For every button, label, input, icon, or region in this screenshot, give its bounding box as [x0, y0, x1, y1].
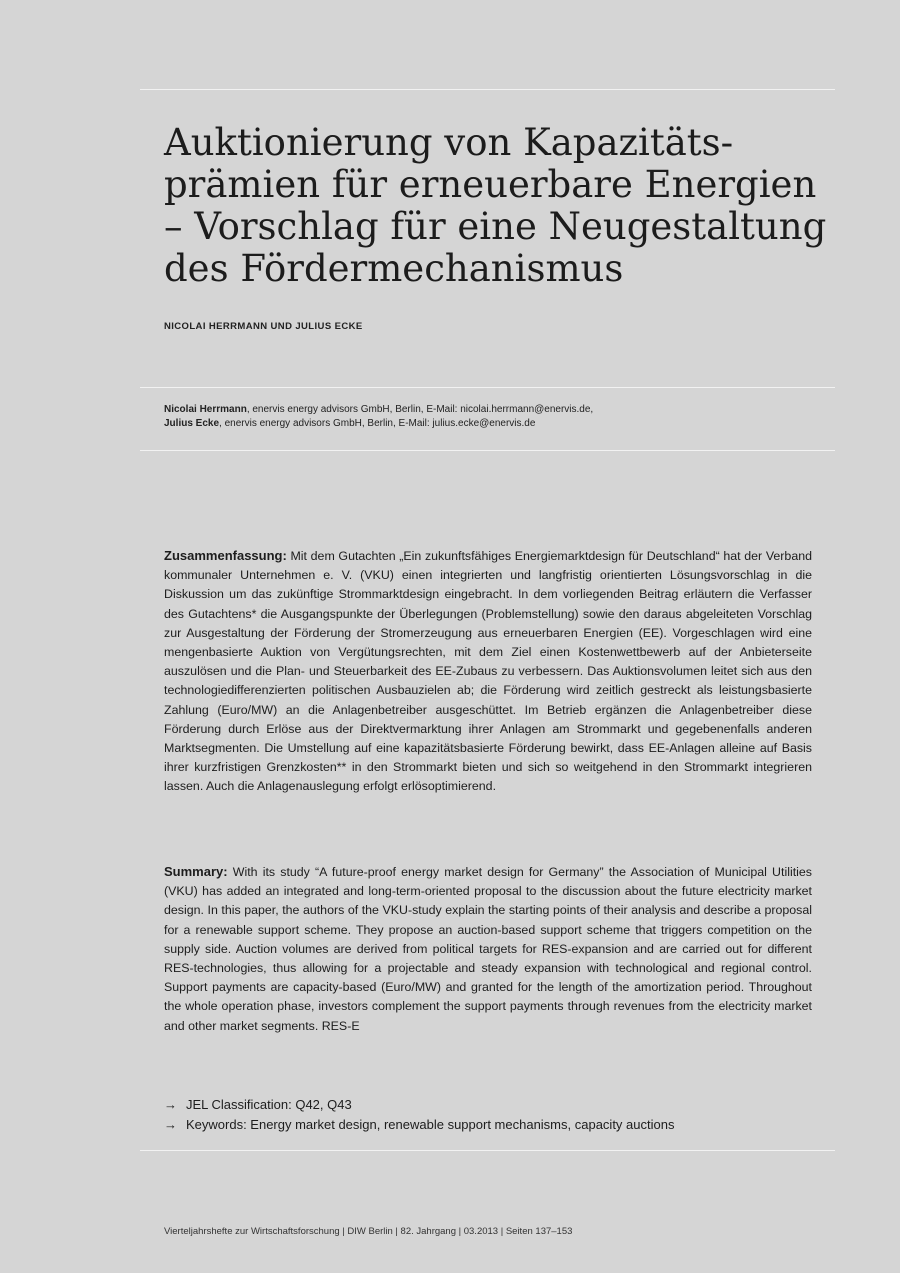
title-line: prämien für erneuerbare Energien	[164, 163, 817, 206]
article-title	[164, 122, 844, 290]
journal-footer: Vierteljahrshefte zur Wirtschaftsforschung | DIW Berlin | 82. Jahrgang | 03.2013 | Seiten 137–153	[164, 1226, 573, 1237]
keywords-line	[164, 1115, 674, 1135]
affiliation-top-rule	[140, 387, 835, 388]
keywords-bottom-rule	[140, 1150, 835, 1151]
title-line: Auktionierung von Kapazitäts-	[164, 121, 734, 164]
affiliation-line	[164, 403, 824, 417]
affiliation-bottom-rule	[140, 450, 835, 451]
summary-label: Summary:	[164, 864, 228, 879]
summary-paragraph	[164, 862, 812, 1036]
zusammenfassung-paragraph	[164, 546, 812, 797]
author-name: Julius Ecke	[164, 418, 220, 429]
arrow-right-icon: →	[164, 1116, 177, 1132]
title-line: des Fördermechanismus	[164, 247, 624, 290]
affiliations	[164, 403, 824, 431]
top-rule	[140, 89, 835, 90]
authors: NICOLAI HERRMANN UND JULIUS ECKE	[164, 321, 363, 332]
zusammenfassung-text: Mit dem Gutachten „Ein zukunftsfähiges Energiemarktdesign für Deutschland“ hat der Verband kommunaler Unternehmen e. V. (VKU) einen integrierten und langfristig orientierten Lösungsvorschlag in die Diskussion um das zukünftige Strommarktdesign eingebracht. In dem vorliegenden Beitrag erläutern die Verfasser des Gutachtens* die Ausgangspunkte der Überlegungen (Problemstellung) sowie den daraus abgeleiteten Vorschlag zur Ausgestaltung der Förderung der Stromerzeugung aus erneuerbaren Energien (EE). Vorgeschlagen wird eine mengenbasierte Auktion von Vergütungsrechten, mit dem Ziel einen Kostenwettbewerb auf der Anbieterseite auszulösen und die Plan- und Steuerbarkeit des EE-Zubaus zu verbessern. Das Auktionsvolumen leitet sich aus den technologiedifferenzierten politischen Ausbauzielen ab; die Förderung wird zeitlich gestreckt als leistungsbasierte Zahlung (Euro/MW) an die Anlagenbetreiber ausgeschüttet. Im Betrieb ergänzen die Anlagenbetreiber diese Förderung durch Erlöse aus der Direktvermarktung ihrer Anlagen am Strommarkt und gegebenenfalls anderen Marktsegmenten. Die Umstellung auf eine kapazitätsbasierte Förderung bewirkt, dass EE-Anlagen alleine auf Basis ihrer kurzfristigen Grenzkosten** in den Strommarkt bieten und sich so weitgehend in den Strommarkt integrieren lassen. Auch die Anlagenauslegung erfolgt erlösoptimierend.	[164, 549, 812, 794]
jel-classification: JEL Classification: Q42, Q43	[186, 1097, 352, 1112]
arrow-right-icon: →	[164, 1097, 177, 1112]
summary-text: With its study “A future-proof energy market design for Germany” the Association of Municipal Utilities (VKU) has added an integrated and long-term-oriented proposal to the discussion about the future electricity market design. In this paper, the authors of the VKU-study explain the starting points of their analysis and describe a proposal for a renewable support scheme. They propose an auction-based support scheme that triggers competition on the supply side. Auction volumes are derived from political targets for RES-expansion and are carried out for different RES-technologies, thus allowing for a projectable and steady expansion with technological and regional control. Support payments are capacity-based (Euro/MW) and granted for the length of the amortization period. Throughout the whole operation phase, investors complement the support payments through revenues from the electricity market and other market segments. RES-E	[164, 865, 812, 1033]
keywords-text: Keywords: Energy market design, renewable support mechanisms, capacity auctions	[186, 1116, 675, 1132]
zusammenfassung-label: Zusammenfassung:	[164, 548, 287, 563]
affiliation-text: , enervis energy advisors GmbH, Berlin, E-Mail: nicolai.herrmann@enervis.de,	[246, 404, 594, 415]
classification-block	[164, 1095, 674, 1134]
affiliation-text: , enervis energy advisors GmbH, Berlin, E-Mail: julius.ecke@enervis.de	[219, 418, 536, 429]
jel-line	[164, 1095, 674, 1115]
author-name: Nicolai Herrmann	[164, 404, 247, 415]
affiliation-line	[164, 417, 824, 431]
title-line: – Vorschlag für eine Neugestaltung	[164, 205, 827, 248]
